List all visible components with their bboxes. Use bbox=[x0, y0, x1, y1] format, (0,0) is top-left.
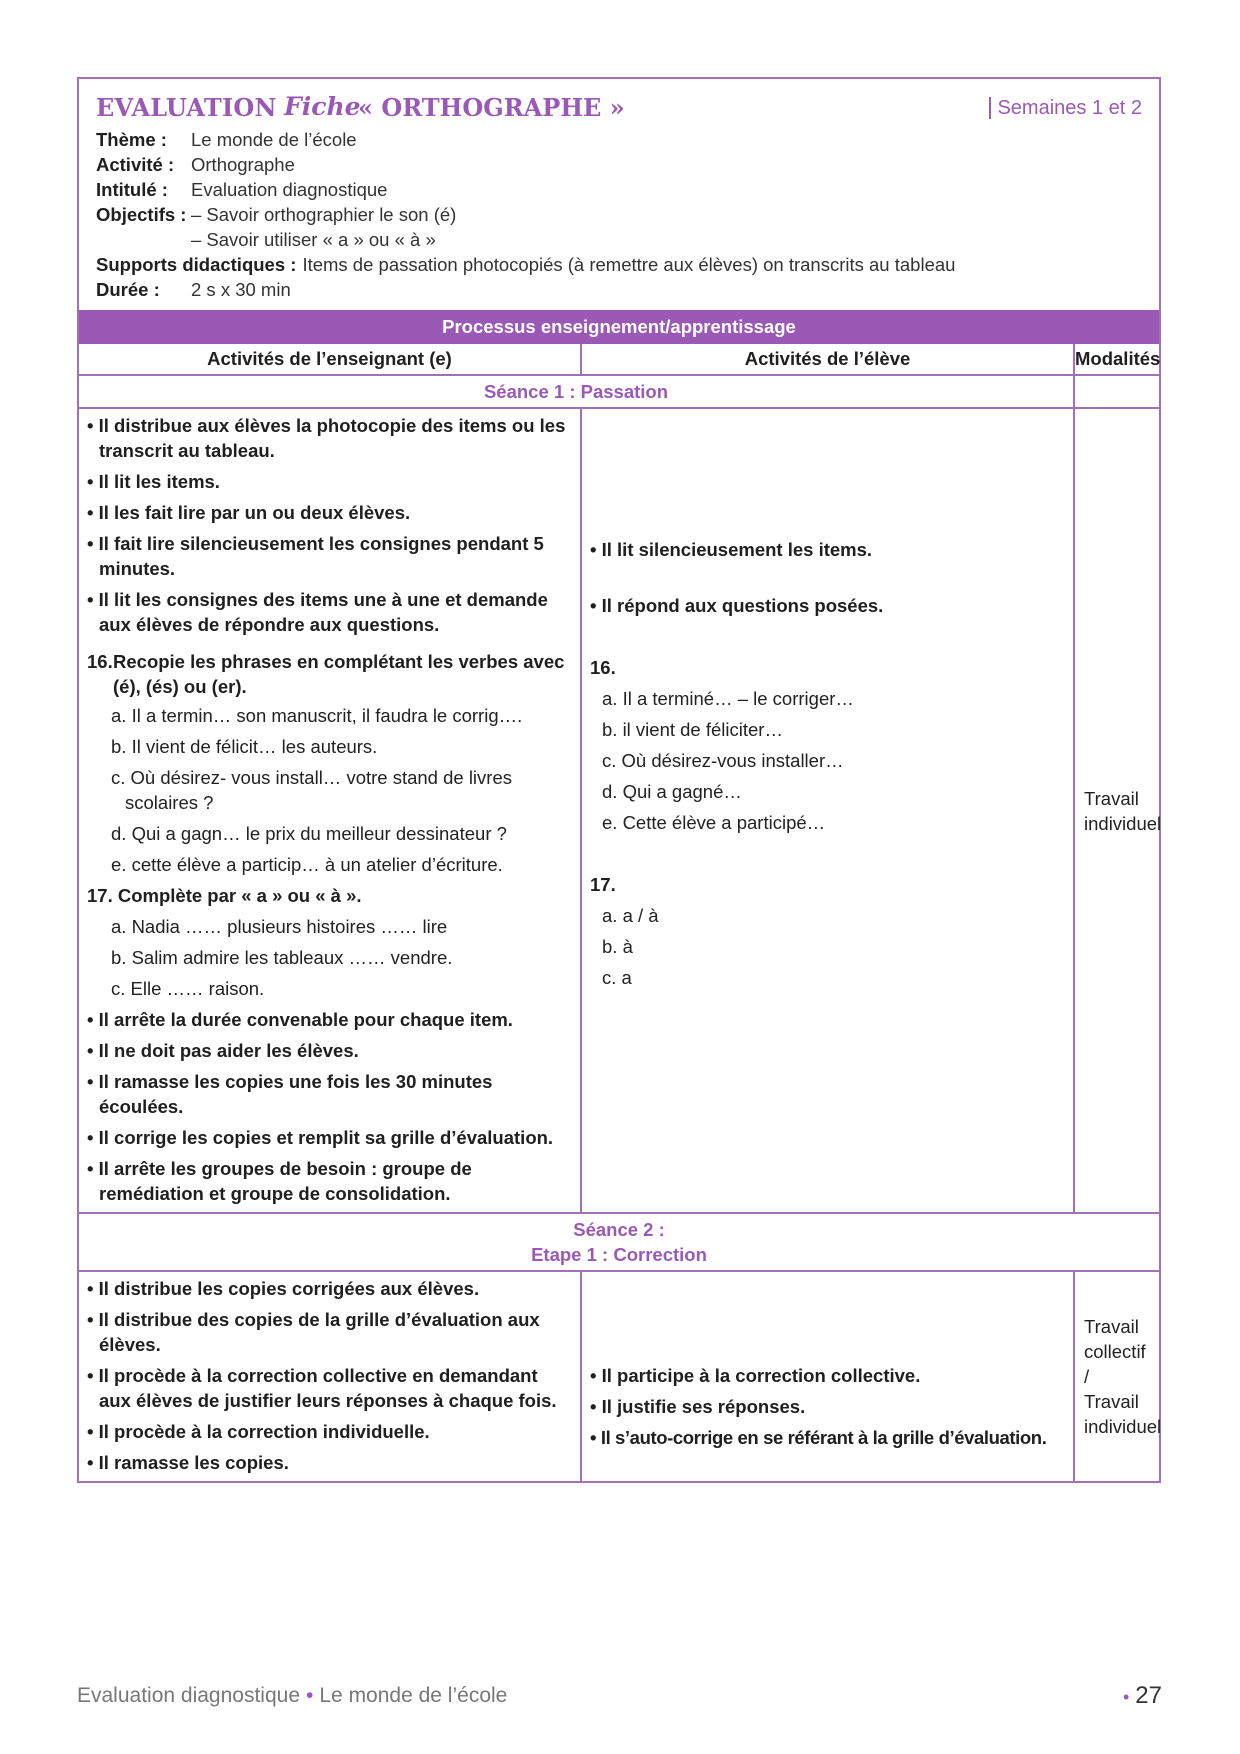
intitule-value: Evaluation diagnostique bbox=[191, 179, 388, 200]
s1-modalite-line1: Travail bbox=[1084, 787, 1139, 809]
seance1-title-empty bbox=[1074, 375, 1159, 408]
theme-key: Thème : bbox=[96, 129, 167, 150]
s1-teacher-b10: • Il arrête les groupes de besoin : groupe de remédiation et groupe de consolidation. bbox=[87, 1156, 572, 1206]
a16b: b. il vient de féliciter… bbox=[602, 719, 783, 740]
q16d: d. Qui a gagn… le prix du meilleur dessinateur ? bbox=[111, 823, 507, 844]
seance1-teacher-cell bbox=[79, 408, 581, 1213]
s1-teacher-b9: • Il corrige les copies et remplit sa grille d’évaluation. bbox=[87, 1125, 572, 1150]
q16a: a. Il a termin… son manuscrit, il faudra le corrig…. bbox=[111, 705, 523, 726]
title-orthographe: « ORTHOGRAPHE » bbox=[358, 93, 625, 122]
title-fiche: Fiche bbox=[284, 92, 361, 121]
s1-teacher-b8: • Il ramasse les copies une fois les 30 minutes écoulées. bbox=[87, 1069, 572, 1119]
s1-teacher-b7: • Il ne doit pas aider les élèves. bbox=[87, 1038, 572, 1063]
objectifs-key: Objectifs : bbox=[96, 204, 187, 225]
footer-theme: Le monde de l’école bbox=[319, 1684, 508, 1707]
weeks-label: Semaines 1 et 2 bbox=[989, 97, 1142, 119]
s1-modalite-line2: individuel bbox=[1084, 812, 1162, 834]
q16e: e. cette élève a particip… à un atelier d’écriture. bbox=[111, 854, 503, 875]
page-footer bbox=[77, 1684, 1162, 1714]
q16b: b. Il vient de félicit… les auteurs. bbox=[111, 736, 378, 757]
title-evaluation: EVALUATION bbox=[96, 93, 277, 122]
q17b: b. Salim admire les tableaux …… vendre. bbox=[111, 947, 453, 968]
footer-section: Evaluation diagnostique bbox=[77, 1684, 301, 1707]
a16d: d. Qui a gagné… bbox=[602, 781, 742, 802]
s1-student-s2: • Il répond aux questions posées. bbox=[590, 593, 1065, 618]
intitule-key: Intitulé : bbox=[96, 179, 168, 200]
title-line bbox=[96, 91, 1142, 127]
supports-key: Supports didactiques : bbox=[96, 254, 297, 275]
activite-value: Orthographe bbox=[191, 154, 295, 175]
q16c: c. Où désirez- vous install… votre stand de livres bbox=[111, 767, 512, 788]
s2-student-s1: • Il participe à la correction collective. bbox=[590, 1363, 1065, 1388]
objectif-1: – Savoir orthographier le son (é) bbox=[191, 204, 457, 225]
bullet-icon: • bbox=[1122, 1687, 1130, 1707]
s1-student-s1: • Il lit silencieusement les items. bbox=[590, 537, 1065, 562]
q16-instruction bbox=[87, 649, 572, 699]
s2-modalite-line4: individuel bbox=[1084, 1416, 1162, 1437]
s2-teacher-b2: • Il distribue des copies de la grille d’évaluation aux élèves. bbox=[87, 1307, 572, 1357]
a17b: b. à bbox=[602, 936, 633, 957]
theme-value: Le monde de l’école bbox=[191, 129, 357, 150]
s2-teacher-b1: • Il distribue les copies corrigées aux élèves. bbox=[87, 1276, 572, 1301]
a16c: c. Où désirez-vous installer… bbox=[602, 750, 844, 771]
s2-modalite-line1: Travail bbox=[1084, 1316, 1139, 1337]
duree-key: Durée : bbox=[96, 279, 160, 300]
col-modalites: Modalités bbox=[1074, 344, 1159, 375]
a17-label: 17. bbox=[590, 874, 616, 895]
q17-instruction: 17. Complète par « a » ou « à ». bbox=[87, 885, 362, 906]
s1-teacher-b1: • Il distribue aux élèves la photocopie des items ou les transcrit au tableau. bbox=[87, 413, 572, 463]
q16-text: Recopie les phrases en complétant les verbes avec (é), (és) ou (er). bbox=[113, 651, 565, 697]
a16a: a. Il a terminé… – le corriger… bbox=[602, 688, 854, 709]
process-band: Processus enseignement/apprentissage bbox=[79, 310, 1159, 344]
seance2-teacher-cell bbox=[79, 1271, 581, 1481]
q16c-cont: scolaires ? bbox=[125, 792, 214, 813]
page-number: 27 bbox=[1135, 1682, 1162, 1709]
supports-value: Items de passation photocopiés (à remettre aux élèves) on transcrits au tableau bbox=[302, 254, 956, 275]
a17c: c. a bbox=[602, 967, 632, 988]
s2-teacher-b4: • Il procède à la correction individuelle. bbox=[87, 1419, 572, 1444]
col-student: Activités de l’élève bbox=[581, 344, 1074, 375]
a16-label: 16. bbox=[590, 657, 616, 678]
s2-modalite-line2: collectif / bbox=[1084, 1341, 1146, 1387]
objectif-2: – Savoir utiliser « a » ou « à » bbox=[191, 229, 436, 250]
q17c: c. Elle …… raison. bbox=[111, 978, 265, 999]
seance1-title: Séance 1 : Passation bbox=[79, 375, 1074, 408]
meta-info bbox=[96, 127, 1142, 302]
s1-teacher-b5: • Il lit les consignes des items une à une et demande aux élèves de répondre aux questions. bbox=[87, 587, 572, 637]
seance1-modalite-cell bbox=[1074, 408, 1162, 1213]
activities-table bbox=[79, 344, 1162, 1481]
seance2-title bbox=[79, 1213, 1159, 1271]
s2-modalite-line3: Travail bbox=[1084, 1391, 1139, 1412]
s1-teacher-b6: • Il arrête la durée convenable pour chaque item. bbox=[87, 1007, 572, 1032]
activite-key: Activité : bbox=[96, 154, 175, 175]
s1-teacher-b4: • Il fait lire silencieusement les consignes pendant 5 minutes. bbox=[87, 531, 572, 581]
s1-teacher-b3: • Il les fait lire par un ou deux élèves. bbox=[87, 500, 572, 525]
s2-student-s2: • Il justifie ses réponses. bbox=[590, 1394, 1065, 1419]
footer-left bbox=[77, 1684, 507, 1708]
s2-teacher-b3: • Il procède à la correction collective en demandant aux élèves de justifier leurs réponses à chaque fois. bbox=[87, 1363, 572, 1413]
seance1-student-cell bbox=[581, 408, 1074, 1213]
seance2-student-cell bbox=[581, 1271, 1074, 1481]
lesson-sheet bbox=[77, 77, 1161, 1483]
col-teacher: Activités de l’enseignant (e) bbox=[79, 344, 581, 375]
s2-student-s3: • Il s’auto-corrige en se référant à la grille d’évaluation. bbox=[590, 1425, 1065, 1450]
a17a: a. a / à bbox=[602, 905, 659, 926]
s1-teacher-b2: • Il lit les items. bbox=[87, 469, 572, 494]
footer-right bbox=[1123, 1682, 1162, 1710]
sheet-header bbox=[79, 79, 1159, 310]
bullet-icon: • bbox=[306, 1684, 314, 1707]
s2-teacher-b5: • Il ramasse les copies. bbox=[87, 1450, 572, 1475]
seance2-modalite-cell bbox=[1074, 1271, 1162, 1481]
a16e: e. Cette élève a participé… bbox=[602, 812, 826, 833]
duree-value: 2 s x 30 min bbox=[191, 279, 291, 300]
q17a: a. Nadia …… plusieurs histoires …… lire bbox=[111, 916, 448, 937]
seance2-title-line2: Etape 1 : Correction bbox=[531, 1244, 707, 1265]
q16-number: 16. bbox=[87, 651, 113, 672]
seance2-title-line1: Séance 2 : bbox=[573, 1219, 665, 1240]
